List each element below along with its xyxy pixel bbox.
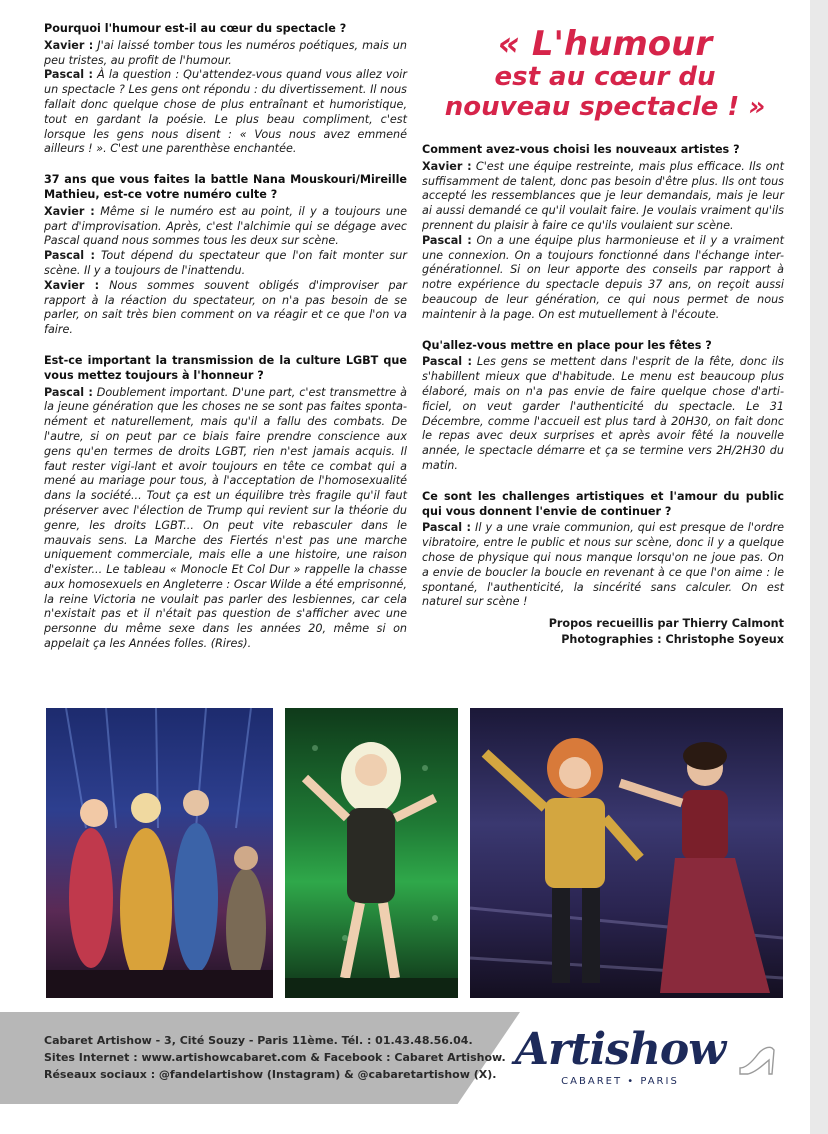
answer-text: Doublement important. D'une part, c'est transmettre à la jeune génération que les choses ne se sont pas faites sponta-nément et naturellement, mais qu'il a fallu des combats. De l'autre, si on peut par ce biais faire prendre conscience aux gens qu'en termes de droits LGBT, rien n'est jamais acquis. Il faut rester vigi-lant et avoir toujours en tête ce combat qui a mené au mariage pour tous, à l'acceptation de l'homosexualité dans la société... Tout ça est un équilibre très fragile qu'il faut préserver avec l'élection de Trump qui revient sur la théorie du genre, les droits LGBT... On peut vite rebasculer dans le mauvais sens. La Marche des Fiertés n'est pas une marche uniquement commerciale, mais elle a une histoire, une raison d'exister... Le tableau « Monocle Et Col Dur » rappelle la chasse aux homosexuels en Angleterre : Oscar Wilde a été emprisonné, la reine Victoria ne voulait pas parler des lesbiennes, car cela n'existait pas et il n'était pas question de s'afficher avec une personne du même sexe dans les années 20, même si on appelait ça les Années folles. (Rires). [44, 385, 407, 651]
answer-paragraph [422, 160, 784, 234]
question-heading: Qu'allez-vous mettre en place pour les fêtes ? [422, 338, 712, 352]
footer [0, 1012, 810, 1104]
stage-photo-solo-blonde [285, 708, 458, 998]
answer-text: Nous sommes souvent obligés d'improviser par rapport à la réaction du spectateur, on n'a pas besoin de se parler, on sait très bien comment on va réagir et ce que l'on va faire. [44, 278, 407, 337]
speaker-name: Xavier : [44, 278, 100, 292]
photographer-credit: Photographies : Christophe Soyeux [561, 633, 784, 647]
answer-paragraph [44, 279, 407, 338]
stage-photo-duo [470, 708, 783, 998]
interviewer-credit: Propos recueillis par Thierry Calmont [548, 617, 784, 631]
question-heading: Comment avez-vous choisi les nouveaux artistes ? [422, 143, 740, 156]
logo-subtitle: CABARET • PARIS [561, 1076, 679, 1087]
headline-line: est au cœur du [494, 62, 716, 92]
question-heading: Est-ce important la transmission de la culture LGBT que vous mettez toujours à l'honneur ? [44, 353, 407, 382]
address-line: Cabaret Artishow - 3, Cité Souzy - Paris 11ème. Tél. : 01.43.48.56.04. [44, 1034, 473, 1047]
speaker-name: Xavier : [44, 38, 94, 52]
artishow-logo [500, 1020, 790, 1098]
pull-quote-headline [430, 26, 780, 122]
speaker-name: Xavier : [422, 159, 472, 173]
answer-paragraph [44, 39, 407, 69]
answer-paragraph [44, 205, 407, 249]
speaker-name: Pascal : [422, 233, 472, 247]
logo-wordmark: Artishow [514, 1024, 726, 1075]
website-line: Sites Internet : www.artishowcabaret.com & Facebook : Cabaret Artishow. [44, 1051, 506, 1064]
right-column [422, 143, 784, 648]
stage-photo-ensemble [46, 708, 273, 998]
stage-photo-duo-illustration [470, 708, 783, 998]
social-line: Réseaux sociaux : @fandelartishow (Instagram) & @cabaretartishow (X). [44, 1068, 497, 1081]
contact-info [44, 1032, 506, 1083]
speaker-name: Pascal : [422, 355, 472, 369]
answer-text: Les gens se mettent dans l'esprit de la fête, donc ils s'habillent mieux que d'habitude. Le menu est beaucoup plus élaboré, mais on n'a pas envie de faire quelque chose d'arti-ficiel, on veut garder l'authenticité du spectacle. Le 31 Décembre, comme l'accueil est plus tard à 20H30, on fait donc le repas avec deux surprises et après avoir fêté la nouvelle année, le spectacle démarre et ça se termine vers 2H/2H30 du matin. [422, 355, 784, 472]
qa-block [422, 143, 784, 323]
answer-paragraph [44, 249, 407, 279]
speaker-name: Pascal : [44, 249, 95, 263]
qa-block [422, 339, 784, 474]
answer-paragraph [44, 68, 407, 157]
headline-line: « L'humour [497, 24, 713, 64]
speaker-name: Pascal : [44, 68, 94, 82]
speaker-name: Pascal : [44, 385, 93, 399]
left-column [44, 22, 407, 668]
answer-text: On a une équipe plus harmonieuse et il y a vraiment une connexion. On a toujours fonctionné dans l'échange inter-générationnel. Si on leur apporte des conseils par rapport à notre expérience du spectacle depuis 37 ans, on reçoit aussi beaucoup de leur génération, ce qui nous permet de nous maintenir à la page. On est mutuellement à l'écoute. [422, 233, 784, 321]
qa-block [44, 354, 407, 652]
answer-text: C'est une équipe restreinte, mais plus efficace. Ils ont suffisamment de talent, donc pas besoin d'être plus. Ils ont tous accepté les ressemblances que je leur demandais, mais je leur ai aussi demandé ce qu'il voulait faire. Je voulais vraiment qu'ils prennent du plaisir à faire ce qu'ils voulaient sur scène. [422, 159, 785, 232]
stage-photo-solo-illustration [285, 708, 458, 998]
answer-text: Même si le numéro est au point, il y a toujours une part d'improvisation. Après, c'est l'alchimie qui se dégage avec Pascal quand nous sommes tous les deux sur scène. [44, 204, 407, 248]
answer-paragraph [422, 355, 784, 473]
high-heel-shoe-icon [736, 1040, 780, 1080]
article-credits [422, 616, 784, 648]
question-heading: Ce sont les challenges artistiques et l'amour du public qui vous donnent l'envie de continuer ? [422, 489, 784, 518]
question-heading: Pourquoi l'humour est-il au cœur du spectacle ? [44, 22, 347, 35]
qa-block [44, 173, 407, 338]
answer-text: À la question : Qu'attendez-vous quand vous allez voir un spectacle ? Les gens ont répondu : du divertissement. Il nous fallait donc quelque chose de plus entraînant et humoristique, tout en gardant la poésie. Le plus beau compliment, c'est lorsque les gens nous disent : « Vous nous avez emmené ailleurs ! ». C'est une parenthèse enchantée. [44, 68, 407, 156]
answer-text: J'ai laissé tomber tous les numéros poétiques, mais un peu tristes, au profit de l'humour. [44, 38, 407, 67]
question-heading: 37 ans que vous faites la battle Nana Mouskouri/Mireille Mathieu, est-ce votre numéro culte ? [44, 173, 407, 201]
qa-block [422, 490, 784, 610]
qa-block [44, 22, 407, 157]
speaker-name: Xavier : [44, 204, 95, 218]
answer-text: Tout dépend du spectateur que l'on fait monter sur scène. Il y a toujours de l'inattendu. [44, 249, 407, 277]
answer-paragraph [44, 386, 407, 652]
answer-text: Il y a une vraie communion, qui est presque de l'ordre vibratoire, entre le public et nous sur scène, donc il y a quelque chose de physique qui nous manque lorsqu'on ne joue pas. On a envie de boucler la boucle en revenant à ce que l'on aime : le spontané, l'authenticité, la sincérité sans calculer. On est naturel sur scène ! [422, 521, 784, 609]
headline-line: nouveau spectacle ! » [444, 92, 766, 122]
answer-paragraph [422, 234, 784, 323]
answer-paragraph [422, 521, 784, 610]
stage-photo-ensemble-illustration [46, 708, 273, 998]
speaker-name: Pascal : [422, 521, 471, 535]
